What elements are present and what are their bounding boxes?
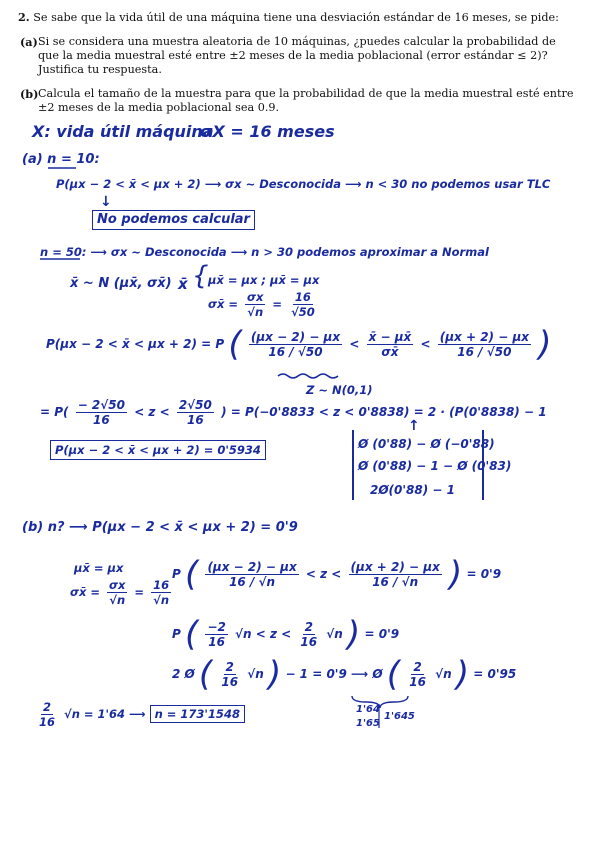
- hw-b-p: P: [172, 567, 181, 581]
- hw-f1-den: 16 / √50: [268, 345, 323, 359]
- hw-part-b-result: n = 173'1548: [150, 705, 245, 723]
- hw-sig-eq: =: [272, 297, 283, 311]
- hw-c-f1-num: −2: [207, 620, 226, 634]
- question-number: 2.: [18, 10, 30, 24]
- hw-b-sig-den: √n: [109, 593, 126, 607]
- hw-f2-num: x̄ − μx̄: [368, 330, 412, 344]
- hw-b-sig-frac2: [151, 578, 171, 607]
- part-b-text: Calcula el tamaño de la muestra para que la probabilidad de que la media muestral esté entre ±2 meses de la media poblacional sea 0.9.: [38, 87, 574, 114]
- hw-mu-eq: μx̄ = μx ; μx̄ = μx: [208, 273, 320, 287]
- hw-part-a-line: P(μx − 2 < x̄ < μx + 2) ⟶ σx ~ Desconocida ⟶ n < 30 no podemos usar TLC: [56, 177, 551, 191]
- hw-b-standardize: [172, 554, 502, 595]
- hw-zmid: < z <: [134, 405, 170, 419]
- hw-squiggle: [278, 374, 338, 378]
- hw-g2: [177, 398, 214, 427]
- hw-c-f2: [298, 620, 319, 649]
- hw-d-f2: [407, 660, 428, 689]
- hw-part-a-result: P(μx − 2 < x̄ < μx + 2) = 0'5934: [50, 440, 266, 460]
- hw-sig-frac2: [289, 290, 317, 319]
- hw-f3-den: 16 / √50: [457, 345, 512, 359]
- hw-d-c: − 1 = 0'9 ⟶ Ø: [285, 667, 383, 681]
- hw-b-sig-label: σx̄ =: [70, 585, 101, 599]
- hw-bracket-line-1: Ø (0'88) − Ø (−0'88): [358, 437, 495, 451]
- hw-b-eq: = 0'9: [466, 567, 502, 581]
- hw-part-b-head: (b) n? ⟶ P(μx − 2 < x̄ < μx + 2) = 0'9: [22, 520, 298, 535]
- hw-sig-label: σx̄ =: [208, 297, 239, 311]
- part-a: [18, 35, 578, 77]
- hw-d-line: [172, 654, 517, 695]
- hw-b-sig-num: σx: [109, 578, 126, 592]
- part-a-text: Si se considera una muestra aleatoria de 10 máquinas, ¿puedes calcular la probabilidad de que la media muestral esté entre ±2 meses de la media poblacional (error estándar ≤ 2)? Justifica tu respuesta.: [38, 35, 556, 76]
- hw-b-sig-eq: =: [134, 585, 145, 599]
- hw-eq-rest: ) = P(−0'8833 < z < 0'8838) = 2 · (P(0'8838) − 1: [221, 405, 547, 419]
- hw-e-den: 16: [39, 715, 56, 729]
- hw-e-a: √n = 1'64 ⟶: [64, 707, 146, 721]
- hw-b-paren-open: (: [184, 554, 199, 595]
- hw-b-f1-den: 16 / √n: [229, 575, 276, 589]
- hw-b-f2-den: 16 / √n: [372, 575, 419, 589]
- hw-d-paren2-close: ): [455, 654, 470, 695]
- hw-n50-line: n = 50: ⟶ σx ~ Desconocida ⟶ n > 30 podemos aproximar a Normal: [40, 245, 489, 259]
- hw-b-f1: [205, 560, 298, 589]
- hw-f2-den: σx̄: [381, 345, 399, 359]
- hw-bracket-line-2: Ø (0'88) − 1 − Ø (0'83): [358, 459, 512, 473]
- hw-c-paren-open: (: [184, 614, 199, 655]
- hw-c-end: √n: [326, 627, 343, 641]
- hw-c-paren-close: ): [347, 614, 361, 655]
- part-b: [18, 87, 578, 115]
- hw-c-eq: = 0'9: [364, 627, 400, 641]
- hw-bracket-line-3: 2Ø(0'88) − 1: [370, 483, 456, 497]
- hw-d-num2: 2: [413, 660, 422, 674]
- hw-paren-open: (: [228, 324, 242, 365]
- hw-sig-den2: √50: [291, 305, 315, 319]
- hw-b-sig-frac: [107, 578, 127, 607]
- hw-g1: [76, 398, 127, 427]
- hw-f3-num: (μx + 2) − μx: [439, 330, 530, 344]
- hw-table-3: 1'645: [384, 711, 415, 722]
- hw-sigma-xbar: [208, 290, 320, 319]
- hw-z-note: Z ~ N(0,1): [306, 383, 373, 397]
- hw-d-den2: 16: [409, 675, 426, 689]
- hw-d-paren2-open: (: [386, 654, 401, 695]
- hw-lt2: <: [420, 337, 431, 351]
- hw-e-line: [34, 700, 245, 729]
- hw-d-d: √n: [435, 667, 452, 681]
- hw-g2-den: 16: [187, 413, 204, 427]
- hw-b-sig-num2: 16: [153, 578, 170, 592]
- hw-d-a: 2 Ø: [172, 667, 195, 681]
- hw-d-b: √n: [247, 667, 264, 681]
- part-a-label: (a): [20, 35, 38, 49]
- hw-up-arrow: ↑: [408, 418, 420, 434]
- hw-eq-p: = P(: [40, 405, 69, 419]
- hw-b-sigma: [70, 578, 174, 607]
- hw-d-paren1-open: (: [198, 654, 213, 695]
- hw-d-den: 16: [221, 675, 239, 689]
- hw-variable-def: X: vida útil máquina: [32, 122, 214, 141]
- hw-c-p: P: [172, 627, 181, 641]
- hw-p-lhs: P(μx − 2 < x̄ < μx + 2) = P: [46, 337, 225, 351]
- hw-c-f1-den: 16: [208, 635, 225, 649]
- hw-c-f1: [205, 620, 227, 649]
- hw-f1-num: (μx − 2) − μx: [250, 330, 341, 344]
- hw-sig-den: √n: [247, 305, 264, 319]
- hw-sig-num: σx: [247, 290, 264, 304]
- hw-d-num: 2: [225, 660, 234, 674]
- hw-b-mid: < z <: [305, 567, 342, 581]
- hw-c-line: [172, 614, 400, 655]
- hw-g2-num: 2√50: [178, 398, 212, 412]
- hw-b-f1-num: (μx − 2) − μx: [207, 560, 297, 574]
- hw-f3: [438, 330, 531, 359]
- hw-b-mu: μx̄ = μx: [74, 561, 124, 575]
- hw-g1-den: 16: [93, 413, 110, 427]
- hw-part-a-conclusion: No podemos calcular: [92, 210, 255, 230]
- hw-table-2: 1'65: [356, 718, 380, 729]
- hw-lt1: <: [349, 337, 360, 351]
- hw-d-f1: [219, 660, 240, 689]
- hw-table-1: 1'64: [356, 704, 380, 715]
- problem-statement: [18, 10, 578, 115]
- hw-b-f2: [349, 560, 442, 589]
- hw-c-mid: √n < z <: [235, 627, 292, 641]
- hw-xbar-symbol: x̄: [178, 275, 188, 293]
- hw-f2: [367, 330, 414, 359]
- hw-paren-close: ): [538, 324, 552, 365]
- hw-part-a-head: (a) n = 10:: [22, 152, 100, 167]
- hw-f1: [249, 330, 342, 359]
- hw-c-f2-num: 2: [304, 620, 313, 634]
- hw-sigma-def: σX = 16 meses: [200, 122, 335, 141]
- hw-down-arrow: ↓: [100, 194, 112, 210]
- hw-c-f2-den: 16: [300, 635, 318, 649]
- hw-brace: {: [192, 261, 209, 291]
- hw-xbar-dist: x̄ ~ N (μx̄, σx̄): [70, 276, 172, 291]
- hw-e-num: 2: [43, 700, 52, 714]
- hw-e-frac: [37, 700, 57, 729]
- hw-b-paren-close: ): [449, 554, 463, 595]
- hw-b-f2-num: (μx + 2) − μx: [350, 560, 440, 574]
- hw-b-sig-den2: √n: [153, 593, 170, 607]
- hw-z-line: [40, 398, 547, 427]
- hw-d-e: = 0'95: [473, 667, 517, 681]
- hw-sig-frac: [245, 290, 265, 319]
- part-b-label: (b): [20, 87, 39, 101]
- question-text: Se sabe que la vida útil de una máquina tiene una desviación estándar de 16 meses, se pide:: [33, 11, 559, 24]
- hw-d-paren1-close: ): [268, 654, 282, 695]
- hw-g1-num: − 2√50: [77, 398, 125, 412]
- hw-sig-num2: 16: [294, 290, 311, 304]
- hw-standardize-line: [46, 324, 552, 365]
